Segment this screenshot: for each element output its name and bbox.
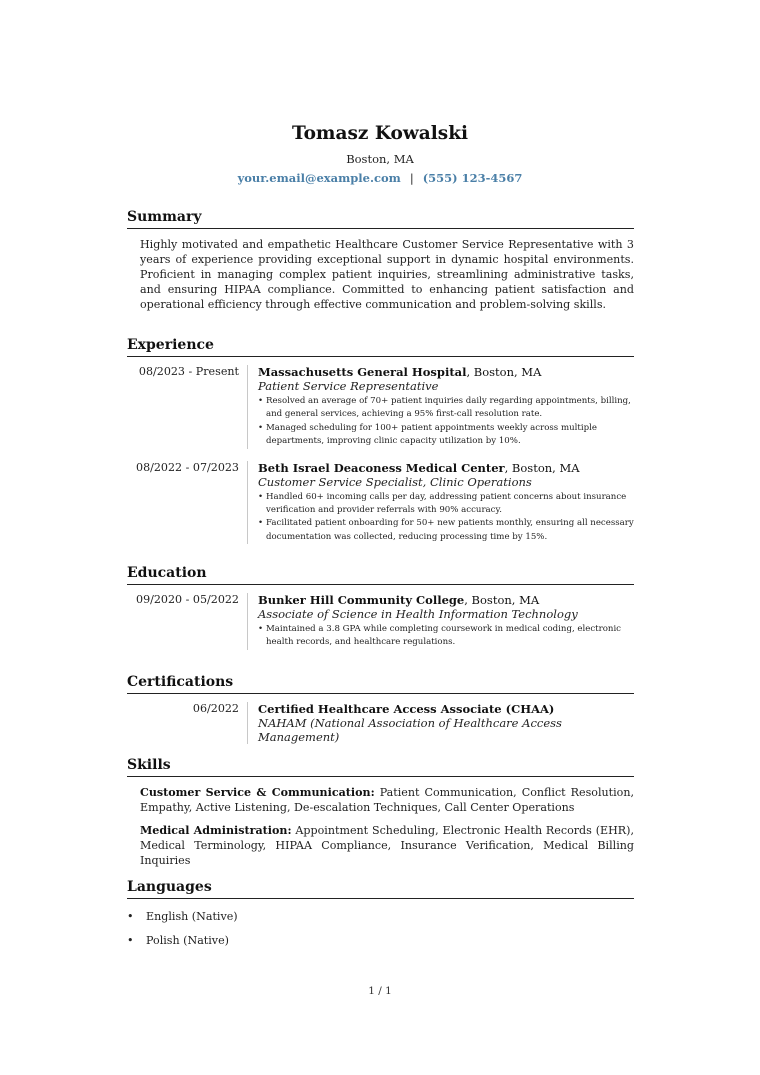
summary-text: Highly motivated and empathetic Healthcare Customer Service Representative with 3 years of experience providing exceptional support in dynamic hospital environments. Proficient in managing complex patient inquiries, streamlining administrative tasks, and ensuring HIPAA compliance. Committed to enhancing patient satisfaction and operational efficiency through effective communication and problem-solving skills. [140,238,634,311]
languages-heading: Languages [127,878,634,899]
experience-entry [127,365,634,449]
bullet-item: • Maintained a 3.8 GPA while completing coursework in medical coding, electronic health records, and healthcare regulations. [258,623,634,650]
entry-body [247,702,634,744]
bullet-item: • Managed scheduling for 100+ patient appointments weekly across multiple departments, improving clinic capacity utilization by 10%. [258,422,634,449]
skill-group-text: Patient Communication, Conflict Resolution, Empathy, Active Listening, De-escalation Techniques, Call Center Operations [140,786,634,814]
organization-name: Beth Israel Deaconess Medical Center [258,460,505,475]
entry-date: 06/2022 [192,702,239,715]
skill-group-label: Customer Service & Communication: [140,786,375,799]
entry-date: 08/2023 - Present [138,365,239,378]
organization-location: , Boston, MA [464,593,540,607]
skill-group-label: Medical Administration: [140,824,292,837]
entry-body [247,461,634,545]
entry-bullets [258,395,634,449]
entry-role: Associate of Science in Health Information Technology [258,607,578,621]
skill-group [140,823,634,868]
entry-bullets [258,623,634,650]
candidate-location: Boston, MA [346,152,414,166]
entry-role: Patient Service Representative [258,379,439,393]
organization-name: Bunker Hill Community College [258,593,465,607]
organization-location: , Boston, MA [466,365,542,379]
entry-role: Customer Service Specialist, Clinic Operations [258,474,532,489]
bullet-item: • Resolved an average of 70+ patient inquiries daily regarding appointments, billing, and general services, achieving a 95% first-call resolution rate. [258,395,634,422]
certification-issuer: NAHAM (National Association of Healthcare Access Management) [258,716,562,744]
education-heading: Education [127,564,634,585]
email-link[interactable]: your.email@example.com [237,171,401,185]
organization-location: , Boston, MA [504,460,580,475]
contact-separator: | [409,171,414,185]
entry-organization [258,593,634,607]
certifications-heading: Certifications [127,673,634,694]
certification-name: Certified Healthcare Access Associate (CHAA) [258,702,555,716]
experience-heading: Experience [127,336,634,357]
page-number: 1 / 1 [368,985,392,997]
skills-section [127,756,634,868]
experience-entry [127,461,634,545]
resume-header [0,122,760,187]
entry-organization [258,365,634,379]
skills-heading: Skills [127,756,634,777]
certifications-section [127,673,634,744]
language-item: • English (Native) [127,905,634,929]
skill-group-text: Appointment Scheduling, Electronic Health Records (EHR), Medical Terminology, HIPAA Compliance, Insurance Verification, Medical Billing Inquiries [140,824,634,867]
education-entry [127,593,634,650]
languages-list [127,905,634,953]
entry-organization [258,461,634,475]
entry-body [247,593,634,650]
language-item: • Polish (Native) [127,929,634,953]
summary-section [127,208,634,312]
entry-date: 09/2020 - 05/2022 [136,593,239,606]
certification-entry [127,702,634,744]
entry-organization [258,702,634,716]
skill-group [140,785,634,815]
organization-name: Massachusetts General Hospital [258,365,467,379]
phone-link[interactable]: (555) 123-4567 [422,171,523,185]
bullet-item: • Facilitated patient onboarding for 50+ new patients monthly, ensuring all necessary documentation was collected, reducing processing time by 15%. [258,517,634,544]
entry-body [247,365,634,449]
entry-bullets [258,491,634,545]
experience-section [127,336,634,544]
education-section [127,564,634,650]
bullet-item: • Handled 60+ incoming calls per day, addressing patient concerns about insurance verification and provider referrals with 90% accuracy. [258,491,634,518]
candidate-name: Tomasz Kowalski [291,123,469,144]
languages-section [127,878,634,953]
contact-line [0,169,760,187]
entry-date: 08/2022 - 07/2023 [136,460,239,474]
summary-heading: Summary [127,208,634,229]
